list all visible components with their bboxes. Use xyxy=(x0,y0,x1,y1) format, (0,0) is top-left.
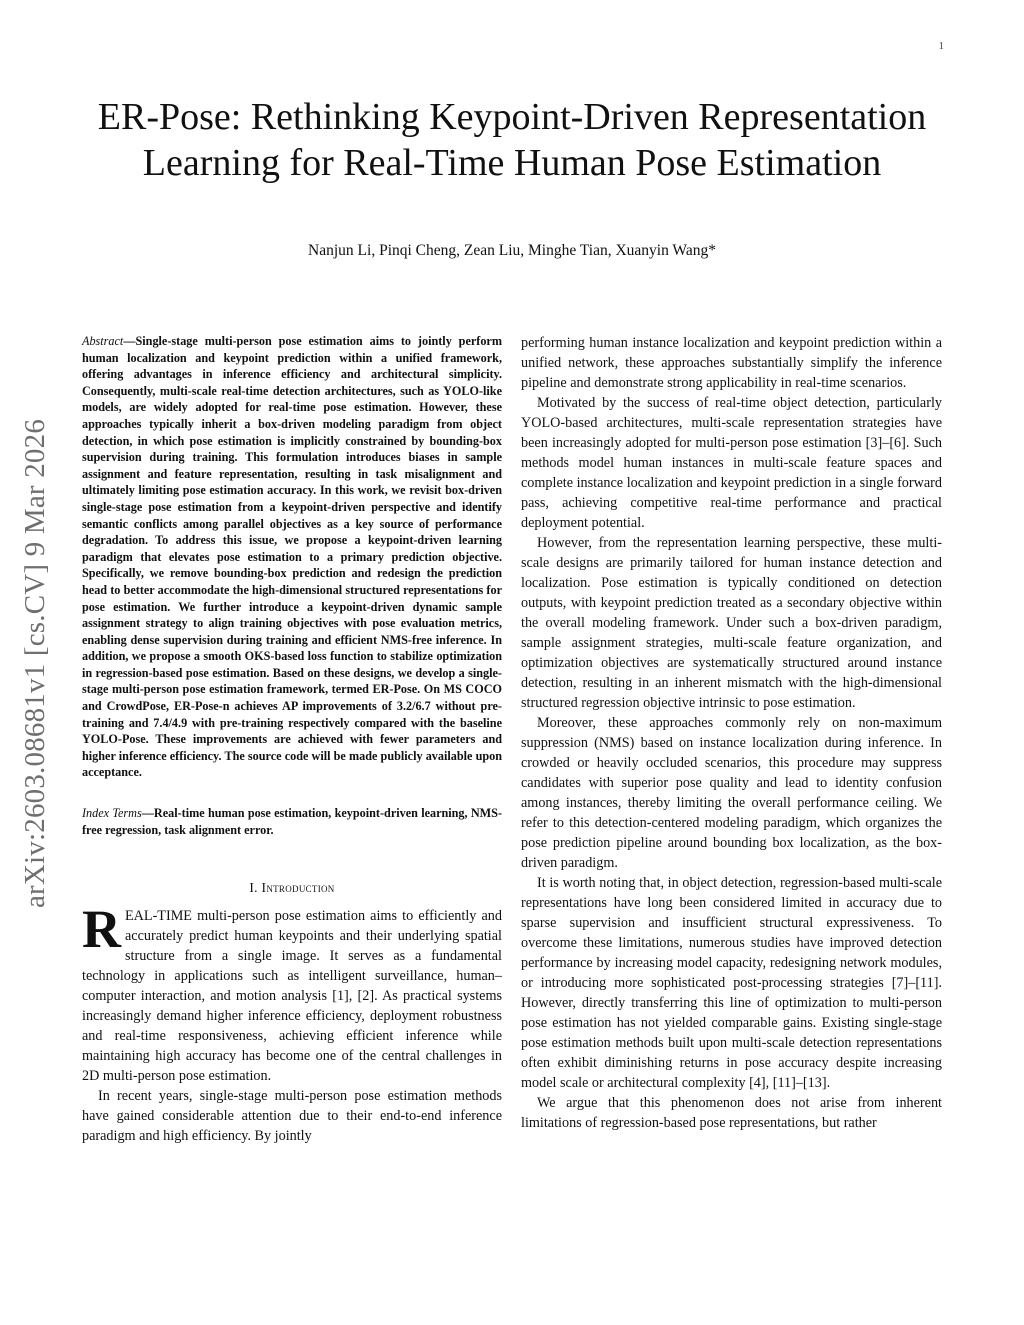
abstract xyxy=(82,333,502,781)
arxiv-identifier-text: arXiv:2603.08681v1 [cs.CV] 9 Mar 2026 xyxy=(19,418,52,909)
intro-paragraph-1 xyxy=(82,899,502,1086)
page-number: 1 xyxy=(938,40,944,52)
intro-paragraph-2: In recent years, single-stage multi-person pose estimation methods have gained considerable attention due to their end-to-end inference paradigm and high efficiency. By jointly xyxy=(82,1088,502,1145)
right-paragraph-2: Motivated by the success of real-time object detection, particularly YOLO-based architectures, multi-scale representation strategies have been increasingly adopted for multi-person pose estimation [3]–[6]. Such methods model human instances in multi-scale feature spaces and complete instance localization and keypoint prediction in a single forward pass, achieving competitive real-time performance and practical deployment potential. xyxy=(521,395,942,531)
right-paragraph-3: However, from the representation learning perspective, these multi-scale designs are primarily tailored for human instance detection and localization. Pose estimation is typically conditioned on detection outputs, with keypoint prediction treated as a secondary objective within the overall modeling framework. Under such a box-driven paradigm, sample assignment strategies, multi-scale feature organization, and optimization objectives are systematically structured around instance detection, resulting in an inherent mismatch with the high-dimensional structured regression objective intrinsic to pose estimation. xyxy=(521,535,942,711)
right-paragraph-6: We argue that this phenomenon does not arise from inherent limitations of regression-based pose representations, but rather xyxy=(521,1095,942,1131)
right-paragraph-5: It is worth noting that, in object detection, regression-based multi-scale representations have long been considered limited in accuracy due to sparse supervision and insufficient structural expressiveness. To overcome these limitations, numerous studies have improved detection performance by increasing model capacity, redesigning network modules, or introducing more sophisticated post-processing strategies [7]–[11]. However, directly transferring this line of optimization to multi-person pose estimation has not yielded comparable gains. Existing single-stage pose estimation methods built upon multi-scale detection representations often exhibit diminishing returns in pose accuracy despite increasing model scale or architectural complexity [4], [11]–[13]. xyxy=(521,875,942,1091)
paper-title: ER-Pose: Rethinking Keypoint-Driven Representation Learning for Real-Time Human Pose Estimation xyxy=(97,96,927,184)
intro-paragraph-1-text: EAL-TIME multi-person pose estimation aims to efficiently and accurately predict human keypoints and their underlying spatial structure from a single image. It serves as a fundamental technology in applications such as intelligent surveillance, human–computer interaction, and motion analysis [1], [2]. As practical systems increasingly demand higher inference efficiency, deployment robustness and real-time responsiveness, achieving efficient inference while maintaining high accuracy has become one of the central challenges in 2D multi-person pose estimation. xyxy=(82,908,502,1085)
index-terms-label: Index Terms xyxy=(82,806,142,821)
index-terms xyxy=(82,805,502,838)
abstract-text: —Single-stage multi-person pose estimation aims to jointly perform human localization and keypoint prediction within a unified framework, offering advantages in inference efficiency and architectural simplicity. Consequently, multi-scale real-time detection architectures, such as YOLO-like models, are widely adopted for real-time pose estimation. However, these approaches typically inherit a box-driven modeling paradigm from object detection, in which pose estimation is implicitly constrained by bounding-box supervision during training. This formulation introduces biases in sample assignment and feature representation, resulting in task misalignment and ultimately limiting pose estimation accuracy. In this work, we revisit box-driven single-stage pose estimation from a keypoint-driven perspective and identify semantic conflicts among parallel objectives as a key source of performance degradation. To address this issue, we propose a keypoint-driven learning paradigm that elevates pose estimation to a primary prediction objective. Specifically, we remove bounding-box prediction and redesign the prediction head to better accommodate the high-dimensional structured representations for pose estimation. We further introduce a keypoint-driven dynamic sample assignment strategy to align training objectives with pose evaluation metrics, enabling dense supervision during training and efficient NMS-free inference. In addition, we propose a smooth OKS-based loss function to stabilize optimization in regression-based pose estimation. Based on these designs, we develop a single-stage multi-person pose estimation framework, termed ER-Pose. On MS COCO and CrowdPose, ER-Pose-n achieves AP improvements of 3.2/6.7 without pre-training and 7.4/4.9 with pre-training respectively compared with the baseline YOLO-Pose. These improvements are achieved with fewer parameters and higher inference efficiency. The source code will be made publicly available upon acceptance. xyxy=(82,334,502,780)
index-terms-text: —Real-time human pose estimation, keypoint-driven learning, NMS-free regression, task alignment error. xyxy=(82,806,502,837)
right-paragraph-1: performing human instance localization and keypoint prediction within a unified network, these approaches substantially simplify the inference pipeline and demonstrate strong applicability in real-time scenarios. xyxy=(521,335,942,391)
abstract-label: Abstract xyxy=(82,334,124,348)
right-paragraph-4: Moreover, these approaches commonly rely on non-maximum suppression (NMS) based on instance localization during inference. In crowded or heavily occluded scenarios, this procedure may suppress candidates with superior pose quality and lead to identity confusion among instances, thereby limiting the overall performance ceiling. We refer to this detection-centered modeling paradigm, which organizes the pose prediction pipeline around bounding box localization, as the box-driven paradigm. xyxy=(521,715,942,871)
left-column xyxy=(82,333,502,1146)
author-list: Nanjun Li, Pinqi Cheng, Zean Liu, Minghe Tian, Xuanyin Wang* xyxy=(308,242,716,259)
section-heading-introduction: I. Introduction xyxy=(249,880,335,896)
arxiv-identifier xyxy=(13,376,59,951)
dropcap: R xyxy=(82,899,121,960)
right-column xyxy=(521,333,942,1133)
